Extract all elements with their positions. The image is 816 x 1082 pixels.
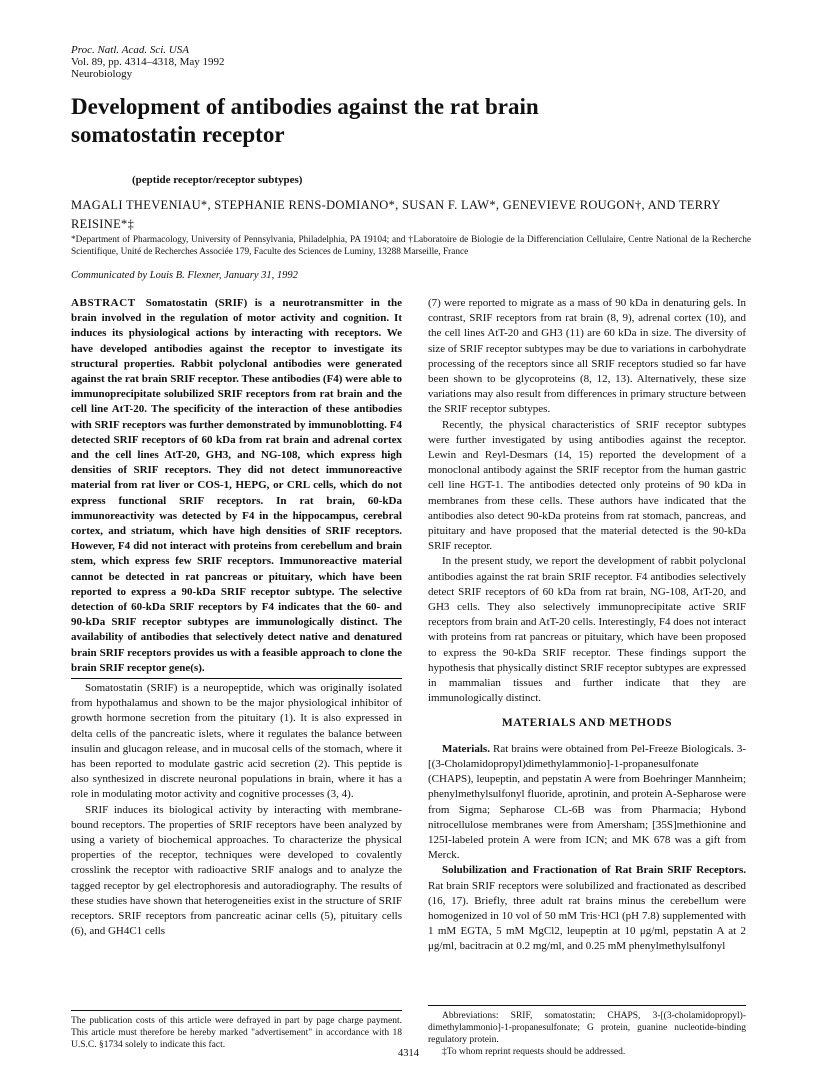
intro-paragraph: Somatostatin (SRIF) is a neuropeptide, which was originally isolated from hypothalamus and shown to be the major physiological inhibitor of growth hormone secretion from the pituitary (1). It is also expressed in delta cells of the pancreatic islets, where it regulates the balance between insulin and glucagon release, and in mucosal cells of the stomach, where it has been reported to modulate gastric acid secretion (2). This peptide is also synthesized in discrete neuronal populations in brain, where it has a role in modulating motor activity and cognitive processes (3, 4). [71, 682, 402, 801]
methods-paragraph [428, 863, 746, 954]
materials-label: Materials. [442, 742, 490, 755]
abstract-label: ABSTRACT [71, 297, 136, 309]
right-column [428, 296, 746, 955]
intro-paragraph: SRIF induces its biological activity by interacting with membrane-bound receptors. The properties of SRIF receptors have been analyzed by using a variety of biochemical approaches. To characterize the physical properties of the receptor, techniques were developed to covalently crosslink the receptor with radioactive SRIF analogs and to analyze the tagged receptor by gel electrophoresis and autoradiography. The results of these studies have shown that heterogeneities exist in the structure of SRIF receptors. SRIF receptors from pancreatic acinar cells (5), pituitary cells (6), and GH4C1 cells [71, 803, 402, 938]
communicated-by: Communicated by Louis B. Flexner, January 31, 1992 [71, 270, 298, 281]
body-paragraph: In the present study, we report the development of rabbit polyclonal antibodies against the rat brain SRIF receptor. F4 antibodies selectively detect SRIF receptors of 60 kDa from rat brain, NG-108, AtT-20, and GH3 cells. They also selectively immunoprecipitate active SRIF receptors from brain and AtT-20 cells. Interestingly, F4 does not interact with proteins from rat pancreas or pituitary, which have been proposed to express the 90-kDa SRIF receptor. These findings support the hypothesis that physically distinct SRIF receptor subtypes are expressed in mammalian tissues and further indicate that they are immunologically distinct. [428, 555, 746, 705]
abbreviations-note: Abbreviations: SRIF, somatostatin; CHAPS, 3-[(3-cholamidopropyl)-dimethylammonio]-1-propanesulfonate; G protein, guanine nucleotide-binding regulatory protein. [428, 1011, 746, 1045]
page-number: 4314 [398, 1048, 419, 1059]
affiliations: *Department of Pharmacology, University of Pennsylvania, Philadelphia, PA 19104; and †Laboratoire de Biologie de la Differenciation Cellulaire, Centre National de la Recherche Scientifique, Unité de Recherches Associée 179, Faculte des Sciences de Luminy, 13288 Marseille, France [71, 235, 751, 257]
article-keywords: (peptide receptor/receptor subtypes) [132, 174, 303, 186]
reprint-note: ‡To whom reprint requests should be addressed. [442, 1047, 626, 1057]
author-list: MAGALI THEVENIAU*, STEPHANIE RENS-DOMIANO*, SUSAN F. LAW*, GENEVIEVE ROUGON†, AND TERRY REISINE*‡ [71, 198, 721, 231]
abstract [71, 296, 402, 679]
introduction [71, 681, 402, 939]
methods-heading: MATERIALS AND METHODS [501, 717, 673, 730]
body-paragraph: Recently, the physical characteristics of SRIF receptor subtypes were further investigated by using antibodies against the receptor. Lewin and Reyl-Desmars (14, 15) reported the development of a monoclonal antibody against the SRIF receptor from the human gastric cell line HGT-1. The antibodies detected only proteins of 90 kDa in membranes from these cells. These authors have indicated that the antibodies also detect 90-kDa proteins from rat stomach, pancreas, and pituitary and have proposed that the material detected is the 90-kDa SRIF receptor. [428, 418, 746, 553]
solubilization-label: Solubilization and Fractionation of Rat Brain SRIF Receptors. [442, 864, 746, 877]
footnotes [428, 1005, 746, 1058]
body-paragraph: (7) were reported to migrate as a mass of 90 kDa in denaturing gels. In contrast, SRIF receptors from rat brain (8, 9), adrenal cortex (10), and the cell lines AtT-20 and GH3 (11) are 60 kDa in size. The diversity of size of SRIF receptor subtypes may be due to variations in carbohydrate processing of the receptors since all SRIF receptors studied so far have been shown to be glycoproteins (8, 12, 13). Alternatively, these size variations may also result from differences in primary structure between the SRIF receptor subtypes. [428, 297, 746, 416]
solubilization-text: Rat brain SRIF receptors were solubilized and fractionated as described (16, 17). Briefly, three adult rat brains minus the cerebellum were homogenized in 10 vol of 50 mM Tris·HCl (pH 7.8) supplemented with 1 mM EGTA, 5 mM MgCl2, leupeptin at 10 μg/ml, pepstatin A at 2 μg/ml, bacitracin at 0.2 mg/ml, and 0.25 mM phenylmethylsulfonyl [428, 879, 746, 953]
journal-name: Proc. Natl. Acad. Sci. USA [71, 44, 189, 56]
journal-header [71, 44, 225, 80]
journal-volume: Vol. 89, pp. 4314–4318, May 1992 [71, 56, 225, 68]
publication-cost-note: The publication costs of this article were defrayed in part by page charge payment. This article must therefore be hereby marked "advertisement" in accordance with 18 U.S.C. §1734 solely to indicate this fact. [71, 1010, 402, 1051]
methods-paragraph [428, 742, 746, 864]
abstract-text: Somatostatin (SRIF) is a neurotransmitter in the brain involved in the regulation of motor activity and cognition. It induces its physiological actions by interacting with receptors. We have developed antibodies against the receptor to investigate its structural properties. Rabbit polyclonal antibodies were generated against the rat brain SRIF receptor. These antibodies (F4) were able to immunoprecipitate solubilized SRIF receptors from rat brain and the cell line AtT-20. The specificity of the interaction of these antibodies with SRIF receptors was further demonstrated by immunoblotting. F4 detected SRIF receptors of 60 kDa from rat brain and adrenal cortex and the cell lines AtT-20, GH3, and NG-108, which express high densities of SRIF receptors. They did not detect immunoreactive material from rat liver or COS-1, HEPG, or CRL cells, which do not express functional SRIF receptors. In rat brain, 60-kDa immunoreactivity was detected by F4 in the hippocampus, cerebral cortex, and striatum, which have high densities of SRIF receptors. However, F4 did not interact with proteins from cerebellum and brain stem, which express few SRIF receptors. Immunoreactive material cannot be detected in rat pancreas or pituitary, which have been reported to express a 90-kDa SRIF receptor subtype. The selective detection of 60-kDa SRIF receptors by F4 indicates that the 60- and 90-kDa SRIF receptor subtypes are immunologically distinct. The availability of antibodies that selectively detect native and denatured brain SRIF receptors provides us with a feasible approach to clone the brain SRIF receptor gene(s). [71, 297, 402, 674]
journal-section: Neurobiology [71, 68, 133, 80]
materials-text: Rat brains were obtained from Pel-Freeze Biologicals. 3-[(3-Cholamidopropyl)dimethylammonio]-1-propanesulfonate (CHAPS), leupeptin, and pepstatin A were from Boehringer Mannheim; phenylmethylsulfonyl fluoride, aprotinin, and protein A-Sepharose were from Sigma; Sepharose CL-6B was from Pharmacia; Hybond nitrocellulose membranes were from Amersham; [35S]methionine and 125I-labeled protein A were from ICN; and MK 678 was a gift from Merck. [428, 742, 746, 862]
article-title: Development of antibodies against the rat brain somatostatin receptor [71, 94, 539, 147]
